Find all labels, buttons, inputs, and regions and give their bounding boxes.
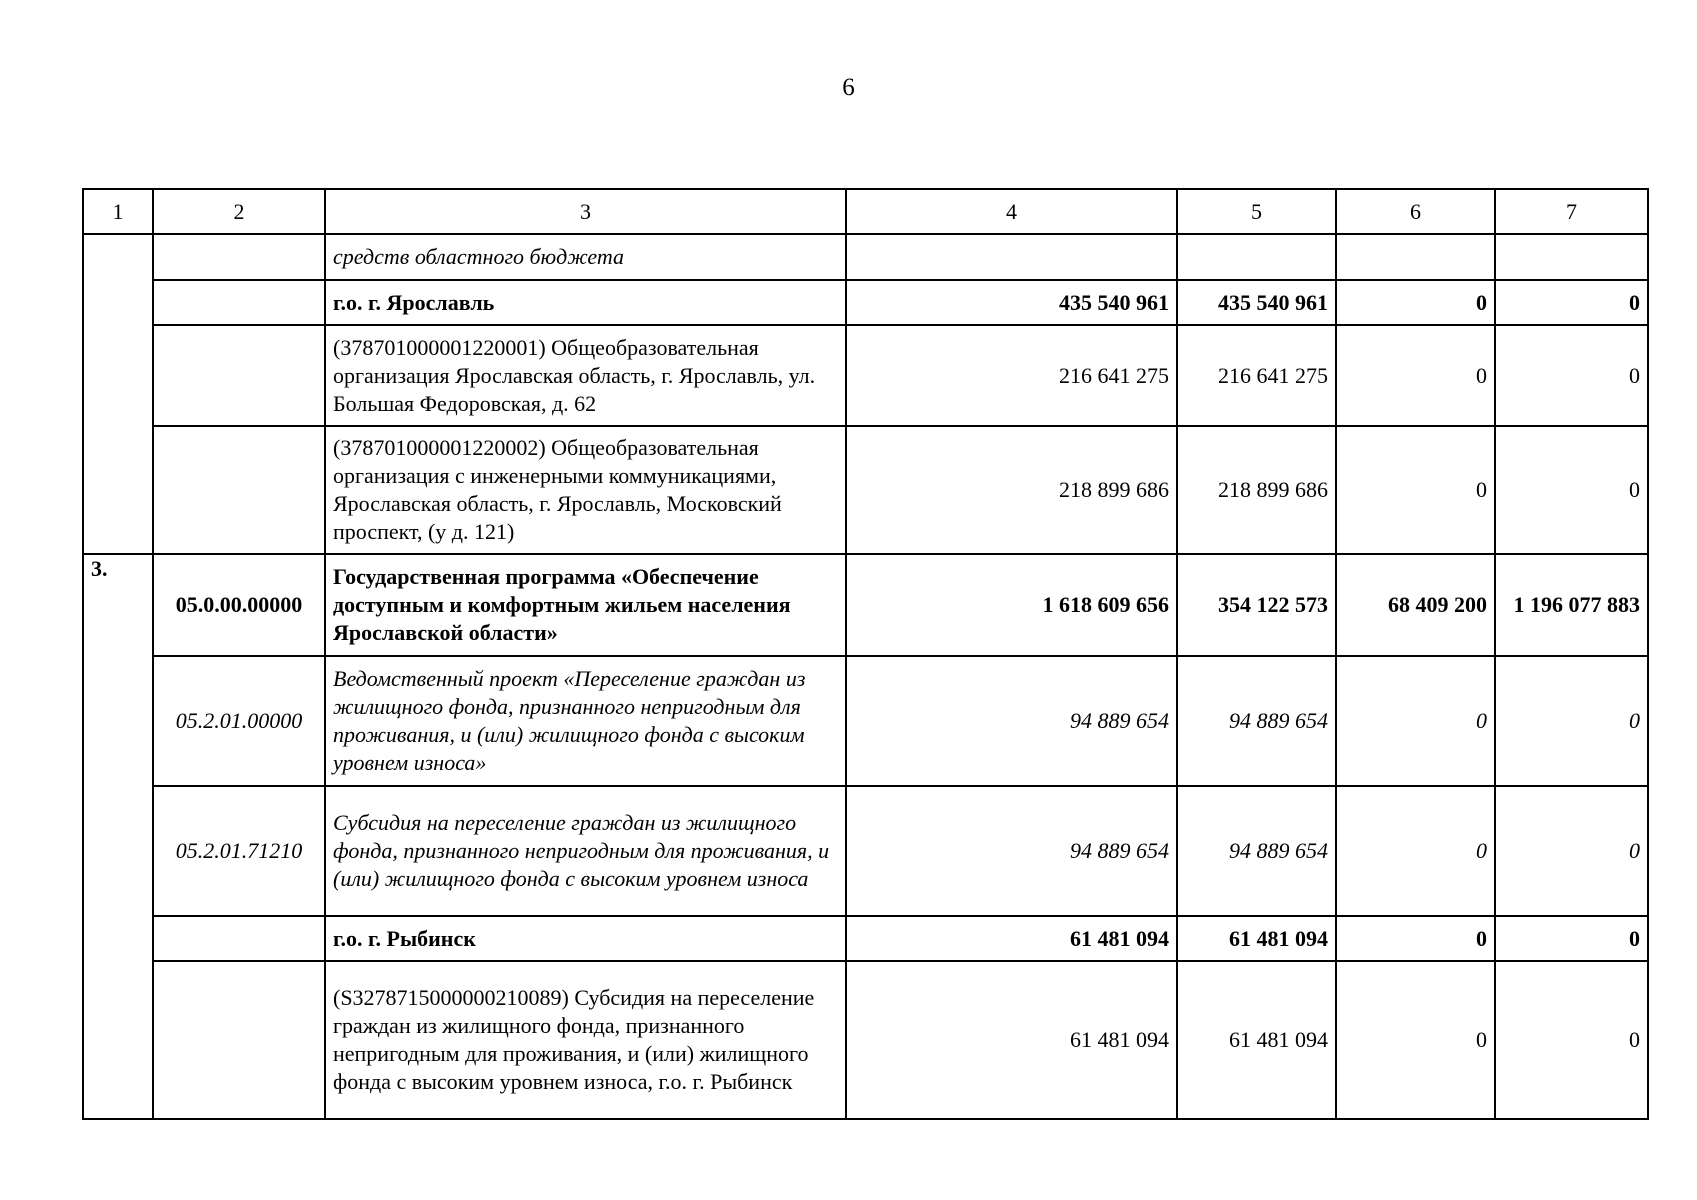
amount-total-cell: 218 899 686 bbox=[846, 426, 1177, 554]
amount-col7-cell: 0 bbox=[1495, 280, 1648, 325]
code-cell: 05.2.01.71210 bbox=[153, 786, 325, 916]
table-row bbox=[83, 916, 1648, 961]
amount-col6-cell: 0 bbox=[1336, 916, 1495, 961]
code-cell bbox=[153, 961, 325, 1119]
code-cell bbox=[153, 325, 325, 426]
header-cell-4: 4 bbox=[846, 189, 1177, 234]
page-number: 6 bbox=[842, 74, 855, 101]
table-row bbox=[83, 554, 1648, 656]
amount-col6-cell bbox=[1336, 234, 1495, 280]
description-cell: г.о. г. Ярославль bbox=[325, 280, 846, 325]
amount-total-cell: 61 481 094 bbox=[846, 961, 1177, 1119]
header-cell-1: 1 bbox=[83, 189, 153, 234]
amount-col5-cell: 94 889 654 bbox=[1177, 656, 1336, 786]
amount-col5-cell: 354 122 573 bbox=[1177, 554, 1336, 656]
amount-col5-cell: 61 481 094 bbox=[1177, 961, 1336, 1119]
code-cell bbox=[153, 916, 325, 961]
row-number-cell bbox=[83, 426, 153, 554]
code-cell bbox=[153, 234, 325, 280]
amount-total-cell: 435 540 961 bbox=[846, 280, 1177, 325]
amount-col7-cell: 0 bbox=[1495, 656, 1648, 786]
amount-col7-cell: 0 bbox=[1495, 325, 1648, 426]
amount-total-cell bbox=[846, 234, 1177, 280]
table-row bbox=[83, 786, 1648, 916]
table-row bbox=[83, 280, 1648, 325]
amount-col6-cell: 68 409 200 bbox=[1336, 554, 1495, 656]
table-row bbox=[83, 656, 1648, 786]
description-cell: Субсидия на переселение граждан из жилищного фонда, признанного непригодным для проживания, и (или) жилищного фонда с высоким уровнем износа bbox=[325, 786, 846, 916]
amount-col5-cell: 435 540 961 bbox=[1177, 280, 1336, 325]
code-cell bbox=[153, 426, 325, 554]
code-cell: 05.2.01.00000 bbox=[153, 656, 325, 786]
amount-col6-cell: 0 bbox=[1336, 961, 1495, 1119]
amount-total-cell: 216 641 275 bbox=[846, 325, 1177, 426]
header-row bbox=[83, 189, 1648, 234]
table-row bbox=[83, 234, 1648, 280]
table-row bbox=[83, 961, 1648, 1119]
row-number-cell bbox=[83, 234, 153, 280]
amount-total-cell: 1 618 609 656 bbox=[846, 554, 1177, 656]
description-cell: г.о. г. Рыбинск bbox=[325, 916, 846, 961]
amount-col6-cell: 0 bbox=[1336, 786, 1495, 916]
amount-total-cell: 94 889 654 bbox=[846, 656, 1177, 786]
amount-col5-cell: 94 889 654 bbox=[1177, 786, 1336, 916]
code-cell bbox=[153, 280, 325, 325]
row-number-cell bbox=[83, 656, 153, 786]
header-cell-7: 7 bbox=[1495, 189, 1648, 234]
amount-col7-cell: 0 bbox=[1495, 916, 1648, 961]
description-cell: (378701000001220001) Общеобразовательная организация Ярославская область, г. Ярославль, ул. Большая Федоровская, д. 62 bbox=[325, 325, 846, 426]
amount-total-cell: 61 481 094 bbox=[846, 916, 1177, 961]
table-row bbox=[83, 426, 1648, 554]
amount-total-cell: 94 889 654 bbox=[846, 786, 1177, 916]
row-number-cell bbox=[83, 961, 153, 1119]
amount-col7-cell: 0 bbox=[1495, 426, 1648, 554]
amount-col7-cell: 1 196 077 883 bbox=[1495, 554, 1648, 656]
amount-col7-cell bbox=[1495, 234, 1648, 280]
table-row bbox=[83, 325, 1648, 426]
description-cell: (S327871500000021008​9) Субсидия на переселение граждан из жилищного фонда, признанного непригодным для проживания, и (или) жилищного фонда с высоким уровнем износа, г.о. г. Рыбинск bbox=[325, 961, 846, 1119]
amount-col5-cell bbox=[1177, 234, 1336, 280]
amount-col6-cell: 0 bbox=[1336, 280, 1495, 325]
description-cell: (378701000001220002) Общеобразовательная организация с инженерными коммуникациями, Ярославская область, г. Ярославль, Московский проспект, (у д. 121) bbox=[325, 426, 846, 554]
description-cell: Государственная программа «Обеспечение доступным и комфортным жильем населения Ярославской области» bbox=[325, 554, 846, 656]
row-number-cell bbox=[83, 325, 153, 426]
row-number-cell bbox=[83, 786, 153, 916]
budget-table bbox=[82, 188, 1649, 1120]
row-number-cell bbox=[83, 916, 153, 961]
amount-col7-cell: 0 bbox=[1495, 961, 1648, 1119]
header-cell-3: 3 bbox=[325, 189, 846, 234]
amount-col5-cell: 61 481 094 bbox=[1177, 916, 1336, 961]
header-cell-5: 5 bbox=[1177, 189, 1336, 234]
description-cell: средств областного бюджета bbox=[325, 234, 846, 280]
code-cell: 05.0.00.00000 bbox=[153, 554, 325, 656]
row-number-cell bbox=[83, 280, 153, 325]
header-cell-2: 2 bbox=[153, 189, 325, 234]
amount-col5-cell: 218 899 686 bbox=[1177, 426, 1336, 554]
amount-col6-cell: 0 bbox=[1336, 656, 1495, 786]
description-cell: Ведомственный проект «Переселение граждан из жилищного фонда, признанного непригодным для проживания, и (или) жилищного фонда с высоким уровнем износа» bbox=[325, 656, 846, 786]
row-number-cell: 3. bbox=[83, 554, 153, 656]
header-cell-6: 6 bbox=[1336, 189, 1495, 234]
amount-col7-cell: 0 bbox=[1495, 786, 1648, 916]
amount-col6-cell: 0 bbox=[1336, 426, 1495, 554]
amount-col5-cell: 216 641 275 bbox=[1177, 325, 1336, 426]
amount-col6-cell: 0 bbox=[1336, 325, 1495, 426]
